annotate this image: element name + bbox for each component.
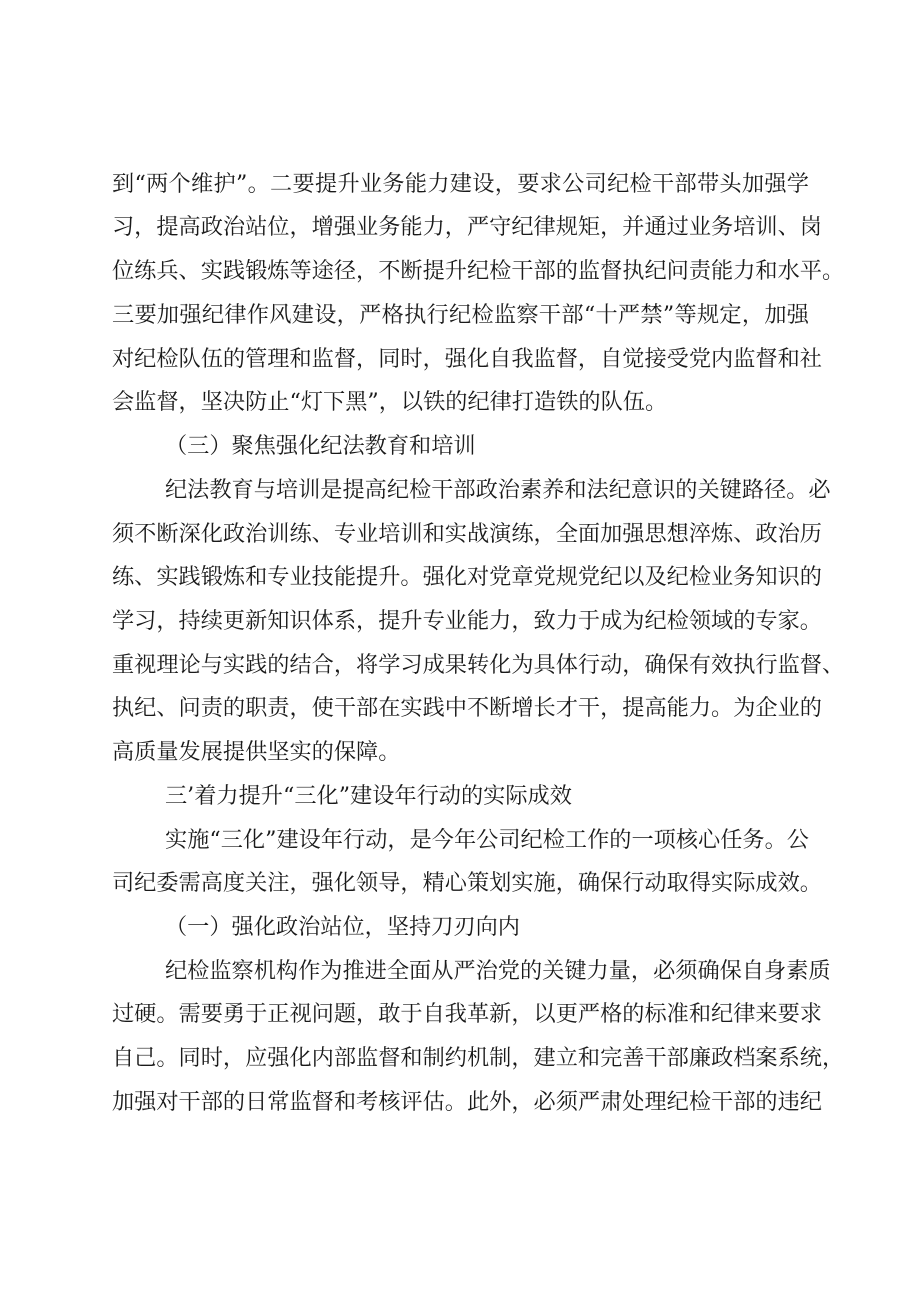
- body-line: 位练兵、实践锻炼等途径，不断提升纪检干部的监督执纪问责能力和水平。: [112, 258, 845, 284]
- body-line: 执纪、问责的职责，使干部在实践中不断增长才干，提高能力。为企业的: [112, 695, 822, 721]
- body-line: 学习，持续更新知识体系，提升专业能力，致力于成为纪检领域的专家。: [112, 608, 822, 634]
- body-line: 到“两个维护”。二要提升业务能力建设，要求公司纪检干部带头加强学: [112, 171, 809, 197]
- body-line: 会监督，坚决防止“灯下黑”，以铁的纪律打造铁的队伍。: [112, 389, 668, 415]
- body-line: 三要加强纪律作风建设，严格执行纪检监察干部“十严禁”等规定，加强: [112, 302, 809, 328]
- body-line: 司纪委需高度关注，强化领导，精心策划实施，确保行动取得实际成效。: [112, 870, 822, 896]
- body-line: 高质量发展提供坚实的保障。: [112, 739, 401, 765]
- section-heading: 三’着力提升“三化”建设年行动的实际成效: [165, 783, 572, 809]
- body-line: 重视理论与实践的结合，将学习成果转化为具体行动，确保有效执行监督、: [112, 652, 845, 678]
- section-heading: （一）强化政治站位，坚持刀刃向内: [165, 914, 520, 940]
- body-line: 须不断深化政治训练、专业培训和实战演练，全面加强思想淬炼、政治历: [112, 521, 822, 547]
- body-line: 加强对干部的日常监督和考核评估。此外，必须严肃处理纪检干部的违纪: [112, 1089, 822, 1115]
- body-line: 过硬。需要勇于正视问题，敢于自我革新，以更严格的标准和纪律来要求: [112, 1001, 822, 1027]
- body-line: 练、实践锻炼和专业技能提升。强化对党章党规党纪以及纪检业务知识的: [112, 564, 822, 590]
- body-line: 纪法教育与培训是提高纪检干部政治素养和法纪意识的关键路径。必: [165, 477, 831, 503]
- body-line: 自己。同时，应强化内部监督和制约机制，建立和完善干部廉政档案系统，: [112, 1045, 845, 1071]
- section-heading: （三）聚焦强化纪法教育和培训: [165, 433, 476, 459]
- body-line: 习，提高政治站位，增强业务能力，严守纪律规矩，并通过业务培训、岗: [112, 214, 822, 240]
- body-line: 实施“三化”建设年行动，是今年公司纪检工作的一项核心任务。公: [165, 827, 809, 853]
- body-line: 纪检监察机构作为推进全面从严治党的关键力量，必须确保自身素质: [165, 958, 831, 984]
- body-line: 对纪检队伍的管理和监督，同时，强化自我监督，自觉接受党内监督和社: [112, 346, 822, 372]
